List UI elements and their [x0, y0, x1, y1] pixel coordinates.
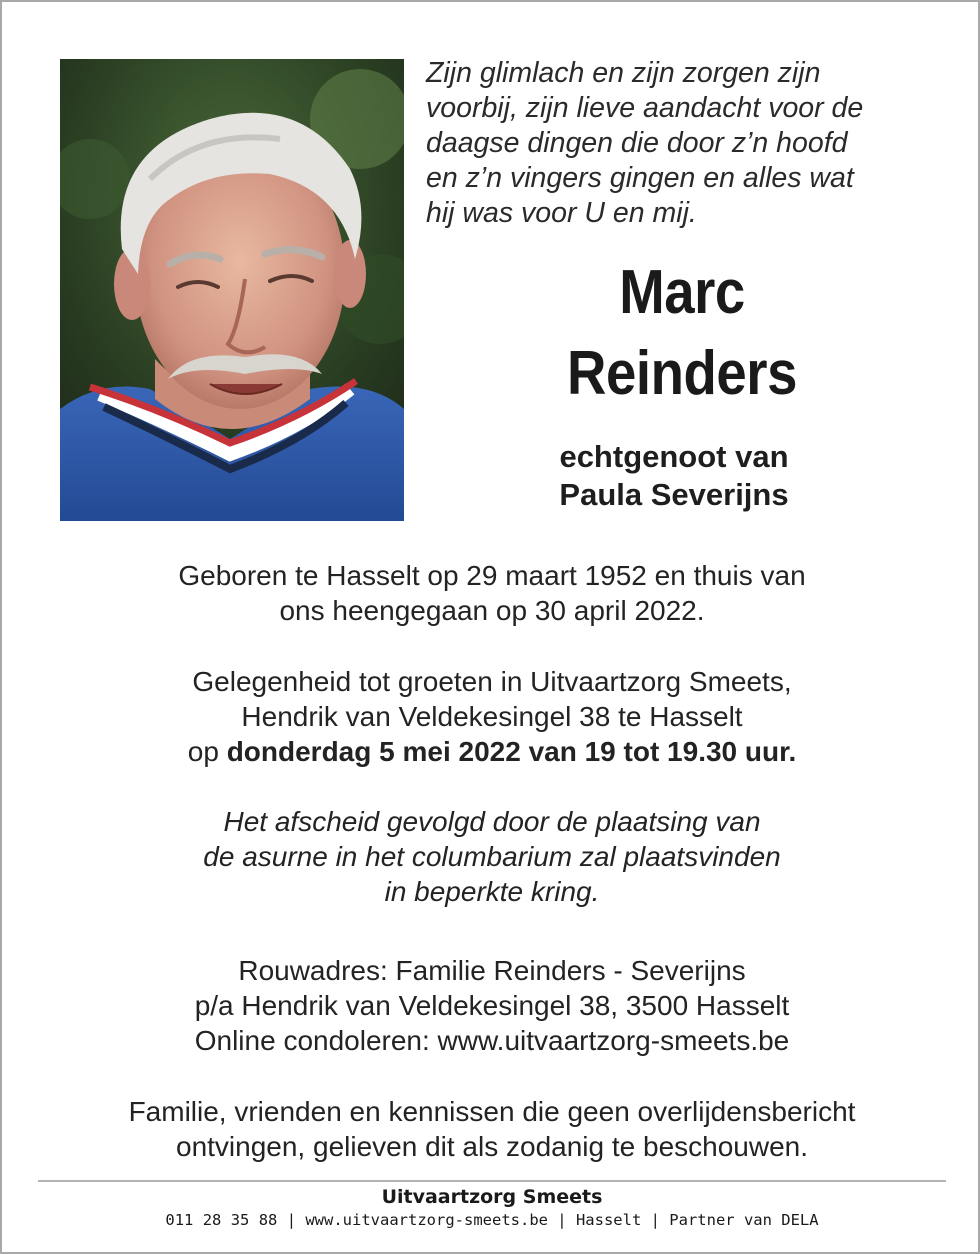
spouse-block — [424, 438, 924, 514]
visitation-datetime: donderdag 5 mei 2022 van 19 tot 19.30 uur. — [226, 736, 797, 767]
footer-divider — [38, 1180, 946, 1182]
farewell-block — [2, 804, 980, 909]
mourning-address-block — [2, 953, 980, 1058]
poem-line: en z’n vingers gingen en alles wat — [426, 162, 854, 194]
portrait-image — [60, 59, 404, 521]
notice-line: Familie, vrienden en kennissen die geen overlijdensbericht — [128, 1096, 856, 1127]
death-line: ons heengegaan op 30 april 2022. — [279, 595, 705, 626]
footer-company: Uitvaartzorg Smeets — [381, 1186, 603, 1208]
footer-contact-info: 011 28 35 88 | www.uitvaartzorg-smeets.be | Hasselt | Partner van DELA — [165, 1211, 819, 1229]
notice-line: ontvingen, gelieven dit als zodanig te beschouwen. — [176, 1131, 808, 1162]
poem-line: voorbij, zijn lieve aandacht voor de — [426, 92, 864, 124]
farewell-line: in beperkte kring. — [384, 876, 600, 907]
portrait-photo — [60, 59, 404, 521]
notice-block — [2, 1094, 980, 1164]
farewell-line: Het afscheid gevolgd door de plaatsing van — [223, 806, 761, 837]
visitation-block — [2, 664, 980, 769]
spouse-relation: echtgenoot van — [559, 439, 789, 474]
poem-line: daagse dingen die door z’n hoofd — [426, 127, 848, 159]
birth-death-block — [2, 558, 980, 628]
deceased-first-name: Marc — [619, 258, 745, 327]
poem-line: hij was voor U en mij. — [426, 197, 697, 229]
visitation-location: Gelegenheid tot groeten in Uitvaartzorg Smeets, — [192, 666, 792, 697]
visitation-prefix: op — [187, 736, 227, 767]
poem-line: Zijn glimlach en zijn zorgen zijn — [426, 57, 821, 89]
mourning-address: Rouwadres: Familie Reinders - Severijns — [238, 955, 746, 986]
mourning-street: p/a Hendrik van Veldekesingel 38, 3500 Hasselt — [194, 990, 790, 1021]
poem — [426, 56, 966, 231]
online-condolence: Online condoleren: www.uitvaartzorg-smeets.be — [194, 1025, 790, 1056]
visitation-time-line — [2, 734, 980, 769]
spouse-name: Paula Severijns — [559, 477, 789, 512]
farewell-line: de asurne in het columbarium zal plaatsvinden — [203, 841, 781, 872]
visitation-address: Hendrik van Veldekesingel 38 te Hasselt — [241, 701, 743, 732]
birth-line: Geboren te Hasselt op 29 maart 1952 en thuis van — [178, 560, 806, 591]
deceased-last-name: Reinders — [567, 339, 797, 408]
